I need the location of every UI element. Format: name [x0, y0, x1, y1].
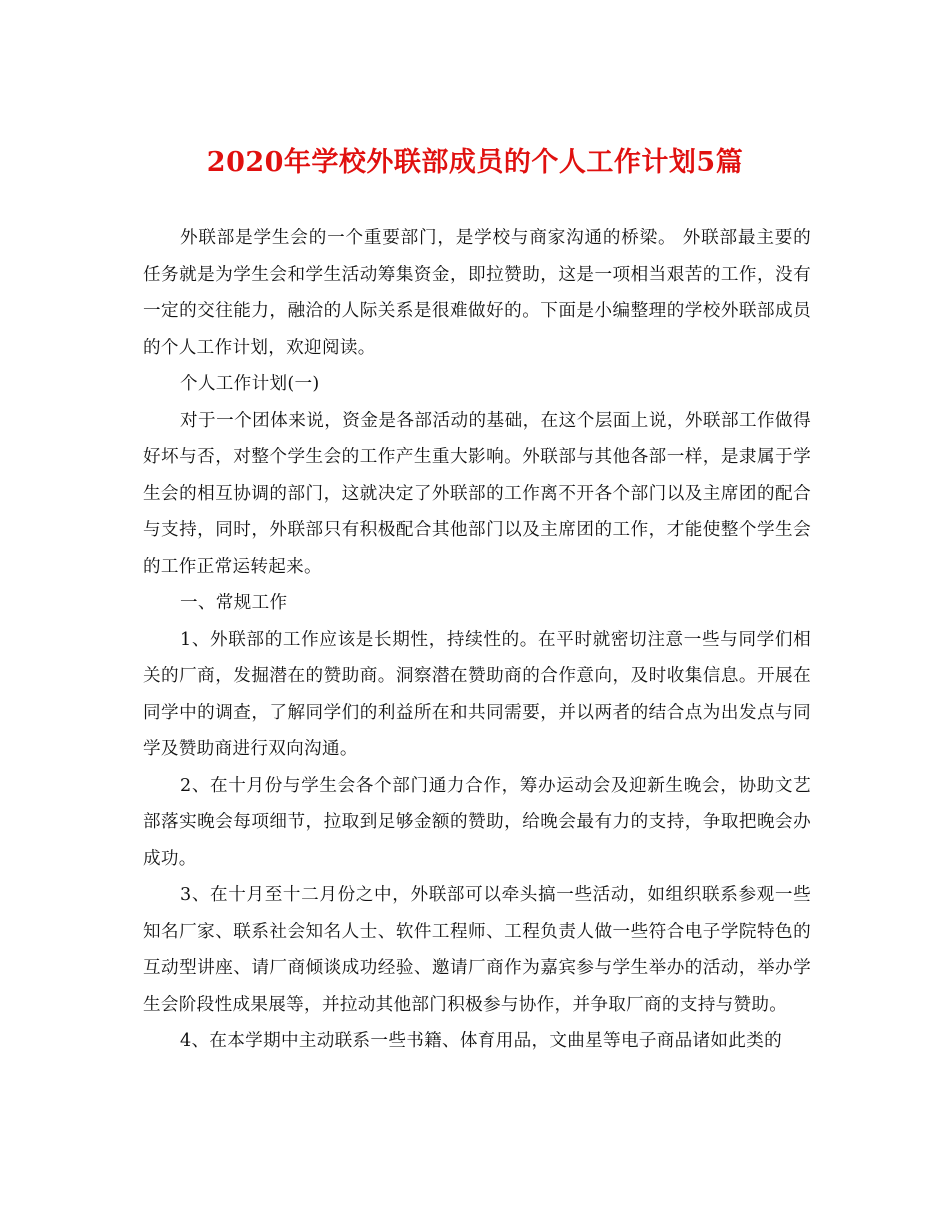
- document-title: 2020年学校外联部成员的个人工作计划5篇: [206, 147, 744, 178]
- list-item-4: 4、在本学期中主动联系一些书籍、体育用品，文曲星等电子商品诸如此类的: [180, 1031, 782, 1051]
- list-item-2: 2、在十月份与学生会各个部门通力合作，筹办运动会及迎新生晚会，协助文艺部落实晚会每项细节，拉取到足够金额的赞助，给晚会最有力的支持，争取把晚会办成功。: [143, 775, 811, 869]
- document-body: [143, 220, 811, 1060]
- body-paragraph: 对于一个团体来说，资金是各部活动的基础，在这个层面上说，外联部工作做得好坏与否，对整个学生会的工作产生重大影响。外联部与其他各部一样，是隶属于学生会的相互协调的部门，这就决定了外联部的工作离不开各个部门以及主席团的配合与支持，同时，外联部只有积极配合其他部门以及主席团的工作，才能使整个学生会的工作正常运转起来。: [143, 410, 811, 577]
- section-heading-routine-work: 一、常规工作: [180, 593, 288, 613]
- intro-paragraph: 外联部是学生会的一个重要部门，是学校与商家沟通的桥梁。 外联部最主要的任务就是为学生会和学生活动筹集资金，即拉赞助，这是一项相当艰苦的工作，没有一定的交往能力，融洽的人际关系是很难做好的。下面是小编整理的学校外联部成员的个人工作计划，欢迎阅读。: [143, 228, 811, 358]
- list-item-3: 3、在十月至十二月份之中，外联部可以牵头搞一些活动，如组织联系参观一些知名厂家、联系社会知名人士、软件工程师、工程负责人做一些符合电子学院特色的互动型讲座、请厂商倾谈成功经验、邀请厂商作为嘉宾参与学生举办的活动，举办学生会阶段性成果展等，并拉动其他部门积极参与协作，并争取厂商的支持与赞助。: [143, 885, 811, 1015]
- list-item-1: 1、外联部的工作应该是长期性，持续性的。在平时就密切注意一些与同学们相关的厂商，发掘潜在的赞助商。洞察潜在赞助商的合作意向，及时收集信息。开展在同学中的调查，了解同学们的利益所在和共同需要，并以两者的结合点为出发点与同学及赞助商进行双向沟通。: [143, 629, 811, 759]
- section-heading-plan-1: 个人工作计划(一): [180, 374, 320, 394]
